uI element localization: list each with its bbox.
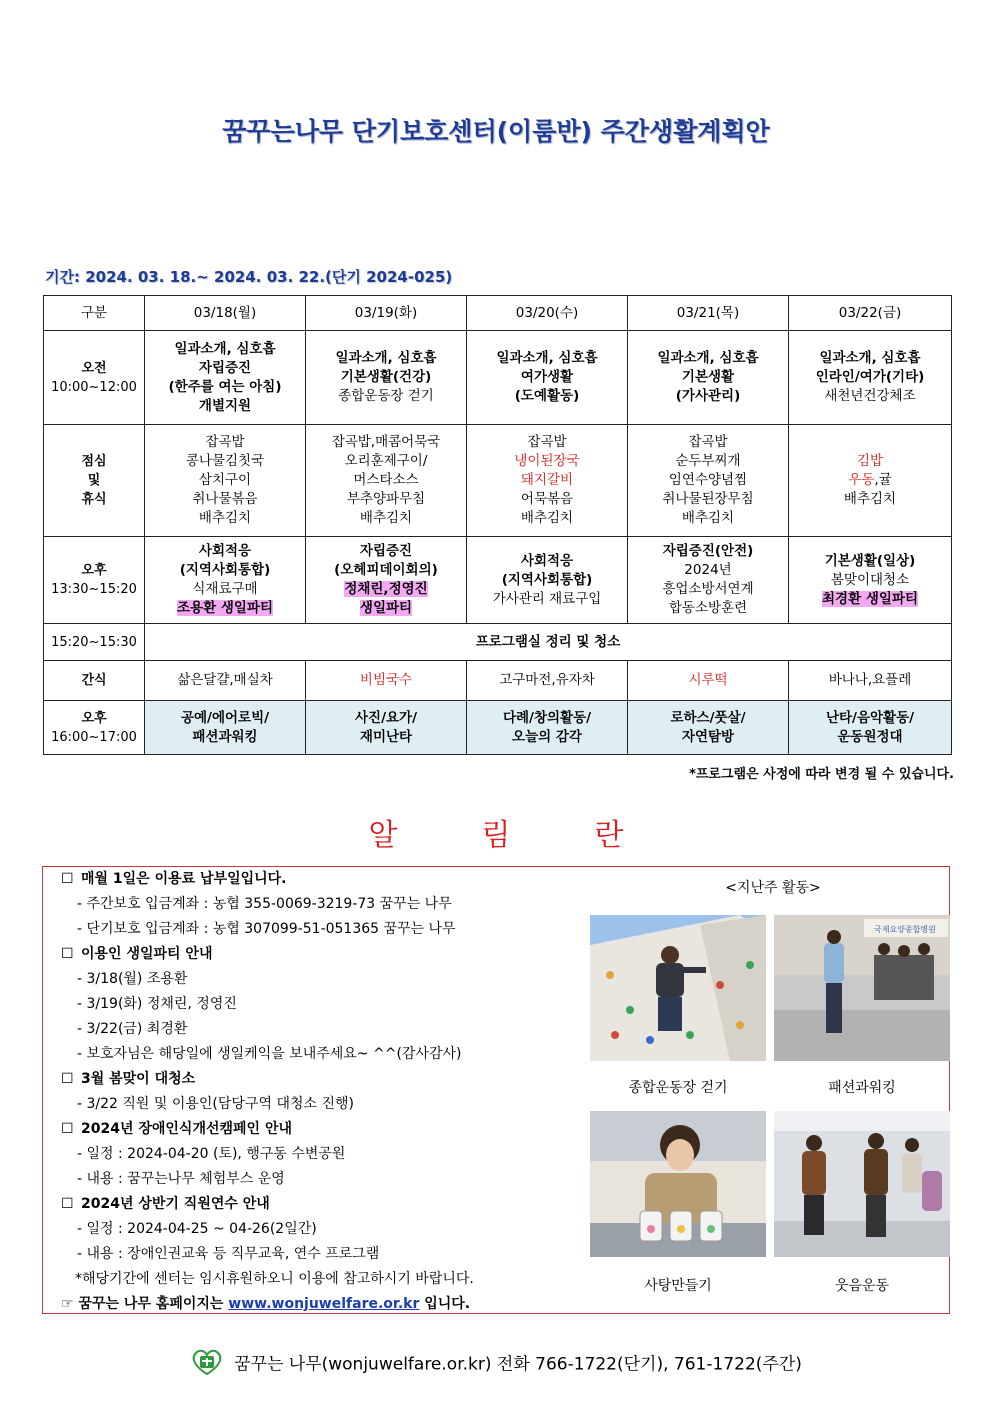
am-cell: 일과소개, 심호흡 기본생활 (가사관리) <box>628 331 789 425</box>
tree-logo-icon <box>190 1348 224 1381</box>
snack-cell: 시루떡 <box>628 661 789 701</box>
notice-heading: ☐ 매월 1일은 이용료 납부일입니다. <box>61 867 591 892</box>
notice-item: - 3/22(금) 최경환 <box>77 1021 188 1037</box>
am-cell: 일과소개, 심호흡 여가생활 (도예활동) <box>467 331 628 425</box>
row-label-am: 오전 10:00~12:00 <box>44 331 145 425</box>
lunch-cell: 잡곡밥 순두부찌개 임연수양념찜 취나물된장무침 배추김치 <box>628 425 789 537</box>
lunch-cell: 잡곡밥 냉이된장국 돼지갈비 어묵볶음 배추김치 <box>467 425 628 537</box>
snack-cell: 삶은달걀,매실차 <box>145 661 306 701</box>
day-header: 03/21(목) <box>628 296 789 331</box>
caption-climbing: 종합운동장 걷기 <box>628 1080 728 1096</box>
am-cell: 일과소개, 심호흡 자립증진 (한주를 여는 아침) 개별지원 <box>145 331 306 425</box>
table-row-late <box>44 701 952 755</box>
table-row-lunch <box>44 425 952 537</box>
snack-cell: 비빔국수 <box>306 661 467 701</box>
notice-item: - 내용 : 꿈꾸는나무 체험부스 운영 <box>77 1171 285 1187</box>
notice-item: *해당기간에 센터는 임시휴원하오니 이용에 참고하시기 바랍니다. <box>75 1271 474 1287</box>
pm-cell: 자립증진 (오헤피데이회의) 정채린,정영진 생일파티 <box>306 537 467 624</box>
table-row-am <box>44 331 952 425</box>
table-row-clean <box>44 624 952 661</box>
caption-walking: 패션과워킹 <box>828 1080 896 1096</box>
footer-text: 꿈꾸는 나무(wonjuwelfare.or.kr) 전화 766-1722(단기), 761-1722(주간) <box>234 1354 802 1375</box>
late-cell: 난타/음악활동/ 운동원정대 <box>789 701 952 755</box>
notice-item: - 주간보호 입금계좌 : 농협 355-0069-3219-73 꿈꾸는 나무 <box>77 896 452 912</box>
notice-heading: ☐ 3월 봄맞이 대청소 <box>61 1067 591 1092</box>
pm-cell: 자립증진(안전) 2024년 흥업소방서연계 합동소방훈련 <box>628 537 789 624</box>
corner-cell: 구분 <box>44 296 145 331</box>
lunch-cell: 잡곡밥 콩나물김칫국 삼치구이 취나물볶음 배추김치 <box>145 425 306 537</box>
sign-text: 국제요양종합병원 <box>874 925 936 934</box>
am-cell: 일과소개, 심호흡 기본생활(건강) 종합운동장 걷기 <box>306 331 467 425</box>
period-text: 기간: 2024. 03. 18.~ 2024. 03. 22.(단기 2024-025) <box>45 268 453 286</box>
pm-cell: 사회적응 (지역사회통합) 식재료구매 조용환 생일파티 <box>145 537 306 624</box>
notice-box <box>42 866 950 1314</box>
table-header-row <box>44 296 952 331</box>
notice-list <box>61 867 591 1317</box>
row-label-clean: 15:20~15:30 <box>44 624 145 661</box>
late-cell: 공예/에어로빅/ 패션과워킹 <box>145 701 306 755</box>
am-cell: 일과소개, 심호흡 인라인/여가(기타) 새천년건강체조 <box>789 331 952 425</box>
homepage-link[interactable]: www.wonjuwelfare.or.kr <box>228 1296 420 1312</box>
day-header: 03/20(수) <box>467 296 628 331</box>
notice-item: - 3/22 직원 및 이용인(담당구역 대청소 진행) <box>77 1096 354 1112</box>
homepage-line: ☞ 꿈꾸는 나무 홈페이지는 www.wonjuwelfare.or.kr 입니다. <box>61 1296 471 1312</box>
notice-item: - 3/18(월) 조용환 <box>77 971 188 987</box>
photo-laughter <box>774 1111 950 1257</box>
notice-item: - 3/19(화) 정채린, 정영진 <box>77 996 237 1012</box>
snack-cell: 고구마전,유자차 <box>467 661 628 701</box>
notice-item: - 일정 : 2024-04-25 ~ 04-26(2일간) <box>77 1221 317 1237</box>
activity-title: <지난주 활동> <box>725 880 821 896</box>
notice-heading: ☐ 이용인 생일파티 안내 <box>61 942 591 967</box>
lunch-cell: 잡곡밥,매콤어묵국 오리훈제구이/ 머스타소스 부추양파무침 배추김치 <box>306 425 467 537</box>
notice-item: - 보호자님은 해당일에 생일케익을 보내주세요~ ^^(감사감사) <box>77 1046 462 1062</box>
notice-item: - 단기보호 입금계좌 : 농협 307099-51-051365 꿈꾸는 나무 <box>77 921 456 937</box>
table-row-pm <box>44 537 952 624</box>
pm-cell: 사회적응 (지역사회통합) 가사관리 재료구입 <box>467 537 628 624</box>
weekly-plan-table <box>43 295 952 755</box>
page-title: 꿈꾸는나무 단기보호센터(이룸반) 주간생활계획안 <box>222 117 770 146</box>
notice-item: - 일정 : 2024-04-20 (토), 행구동 수변공원 <box>77 1146 346 1162</box>
pm-cell: 기본생활(일상) 봄맞이대청소 최경환 생일파티 <box>789 537 952 624</box>
late-cell: 다례/창의활동/ 오늘의 감각 <box>467 701 628 755</box>
photo-walking <box>774 915 950 1061</box>
day-header: 03/22(금) <box>789 296 952 331</box>
notice-title: 알 림 란 <box>368 818 624 853</box>
row-label-pm: 오후 13:30~15:20 <box>44 537 145 624</box>
notice-heading: ☐ 2024년 상반기 직원연수 안내 <box>61 1192 591 1217</box>
row-label-late: 오후 16:00~17:00 <box>44 701 145 755</box>
footer <box>0 1348 992 1381</box>
photo-climbing <box>590 915 766 1061</box>
caption-candy: 사탕만들기 <box>644 1278 712 1294</box>
clean-cell: 프로그램실 정리 및 청소 <box>145 624 952 661</box>
late-cell: 사진/요가/ 재미난타 <box>306 701 467 755</box>
table-row-snack <box>44 661 952 701</box>
day-header: 03/19(화) <box>306 296 467 331</box>
change-note: *프로그램은 사정에 따라 변경 될 수 있습니다. <box>689 767 954 782</box>
caption-laughter: 웃음운동 <box>834 1278 890 1294</box>
snack-cell: 바나나,요플레 <box>789 661 952 701</box>
lunch-cell: 김밥 우동,귤 배추김치 <box>789 425 952 537</box>
photo-candy <box>590 1111 766 1257</box>
day-header: 03/18(월) <box>145 296 306 331</box>
notice-heading: ☐ 2024년 장애인식개선캠페인 안내 <box>61 1117 591 1142</box>
late-cell: 로하스/풋살/ 자연탐방 <box>628 701 789 755</box>
row-label-lunch: 점심 및 휴식 <box>44 425 145 537</box>
notice-item: - 내용 : 장애인권교육 등 직무교육, 연수 프로그램 <box>77 1246 380 1262</box>
row-label-snack: 간식 <box>44 661 145 701</box>
